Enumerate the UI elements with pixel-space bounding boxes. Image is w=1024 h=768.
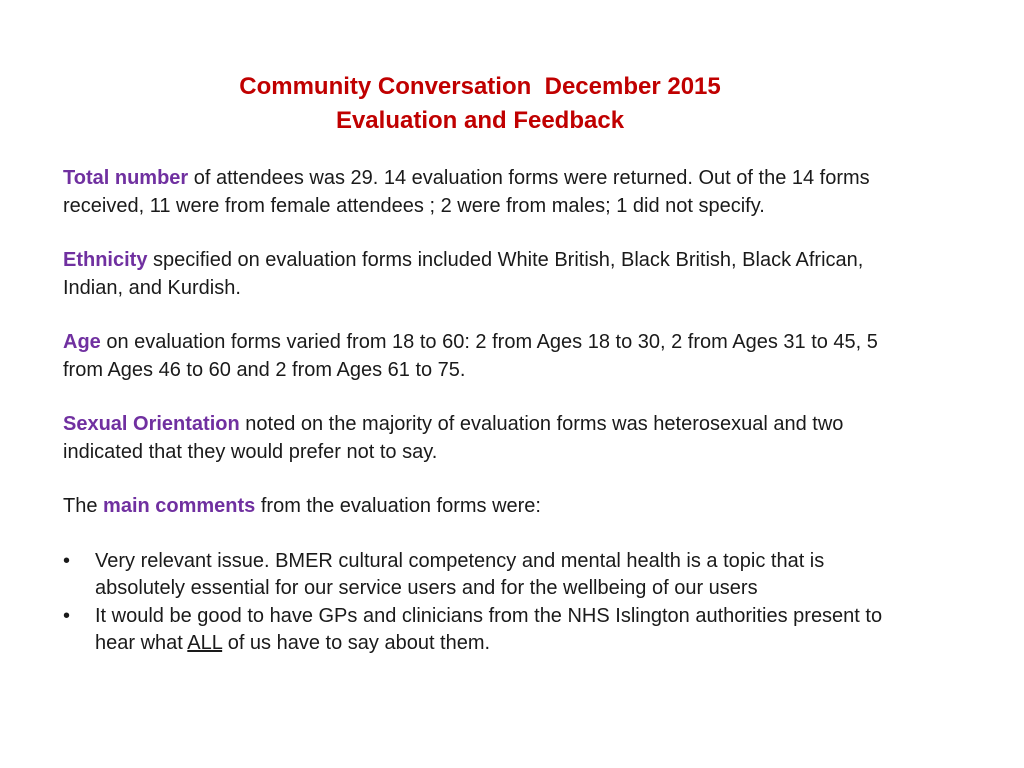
list-item xyxy=(63,603,903,658)
ethnicity-paragraph xyxy=(63,247,903,302)
age-label: Age xyxy=(63,331,101,353)
main-comments-intro xyxy=(63,493,903,521)
slide-title xyxy=(0,70,960,138)
sexual-orientation-text: noted on the majority of evaluation forms was heterosexual and two indicated that they would prefer not to say. xyxy=(63,413,844,463)
comment-text: Very relevant issue. BMER cultural competency and mental health is a topic that is absolutely essential for our service users and for the wellbeing of our users xyxy=(95,549,825,599)
sexual-orientation-paragraph xyxy=(63,411,903,466)
comment-text-after: of us have to say about them. xyxy=(222,632,491,654)
comments-list xyxy=(63,548,903,658)
total-number-paragraph xyxy=(63,165,903,220)
bullet-icon: • xyxy=(63,549,71,572)
ethnicity-text: specified on evaluation forms included White British, Black British, Black African, Indian, and Kurdish. xyxy=(63,249,864,299)
age-paragraph xyxy=(63,329,903,384)
bullet-icon: • xyxy=(63,604,71,627)
total-number-label: Total number xyxy=(63,167,189,189)
comment-text-before: It would be good to have GPs and clinicians from the NHS Islington authorities present to hear what xyxy=(95,604,883,654)
title-line-2: Evaluation and Feedback xyxy=(335,107,625,134)
main-comments-prefix: The xyxy=(63,495,104,517)
main-comments-suffix: from the evaluation forms were: xyxy=(255,495,541,517)
age-text: on evaluation forms varied from 18 to 60: 2 from Ages 18 to 30, 2 from Ages 31 to 45, 5 from Ages 46 to 60 and 2 from Ages 61 to 75. xyxy=(63,331,878,381)
total-number-text: of attendees was 29. 14 evaluation forms were returned. Out of the 14 forms received, 11 were from female attendees ; 2 were from males; 1 did not specify. xyxy=(63,167,870,217)
main-comments-label: main comments xyxy=(103,495,256,517)
slide-body xyxy=(63,165,903,658)
comment-emphasis: ALL xyxy=(187,632,223,654)
list-item xyxy=(63,548,903,603)
ethnicity-label: Ethnicity xyxy=(63,249,148,271)
sexual-orientation-label: Sexual Orientation xyxy=(63,413,240,435)
title-line-1: Community Conversation December 2015 xyxy=(239,73,721,100)
